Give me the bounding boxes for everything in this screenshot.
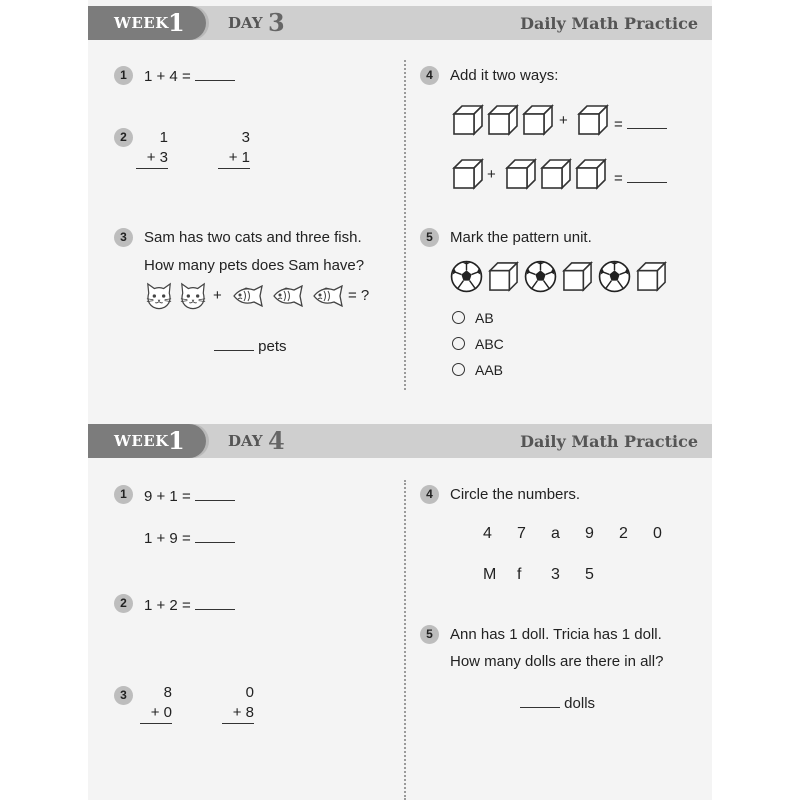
equals-sign: = <box>614 170 623 187</box>
equation: 9 + 1 = <box>144 488 191 505</box>
soccer-ball-icon <box>450 260 483 293</box>
symbol[interactable]: 4 <box>483 525 492 542</box>
week-label: WEEK <box>114 14 169 32</box>
vertical-addition <box>140 683 172 724</box>
vertical-addition <box>218 128 250 169</box>
equation-row-2 <box>614 168 667 187</box>
column-divider <box>404 60 406 390</box>
fish-icon <box>310 285 344 307</box>
day-label: DAY <box>228 432 263 450</box>
addend-top: 1 <box>159 129 168 146</box>
answer-unit: pets <box>258 338 287 355</box>
option-label: ABC <box>475 336 504 352</box>
symbol[interactable]: a <box>551 525 560 542</box>
symbol[interactable]: 9 <box>585 525 594 542</box>
radio-circle[interactable] <box>452 311 465 324</box>
question-1-line-2 <box>144 528 235 547</box>
fish-icon <box>230 285 264 307</box>
question-number: 2 <box>114 128 133 147</box>
symbol[interactable]: 5 <box>585 566 594 583</box>
header-title: Daily Math Practice <box>520 432 698 451</box>
symbol[interactable]: 7 <box>517 525 526 542</box>
question-number: 1 <box>114 66 133 85</box>
cube-icon <box>636 261 667 292</box>
addend-bottom: + 8 <box>222 703 254 724</box>
week-number: 1 <box>168 426 185 455</box>
plus-sign: + <box>213 287 222 304</box>
week-tab <box>88 6 206 40</box>
symbol[interactable]: 3 <box>551 566 560 583</box>
question-3-line-1: Sam has two cats and three fish. <box>144 229 362 246</box>
soccer-ball-icon <box>524 260 557 293</box>
answer-blank[interactable] <box>627 114 667 129</box>
equation: 1 + 2 = <box>144 597 191 614</box>
cube-icon <box>505 158 537 190</box>
answer-blank[interactable] <box>195 528 235 543</box>
radio-circle[interactable] <box>452 363 465 376</box>
equation-row-1 <box>614 114 667 133</box>
soccer-ball-icon <box>598 260 631 293</box>
question-number: 4 <box>420 66 439 85</box>
addend-top: 8 <box>163 684 172 701</box>
question-3-line-2: How many pets does Sam have? <box>144 257 365 274</box>
vertical-addition <box>222 683 254 724</box>
vertical-addition <box>136 128 168 169</box>
cube-icon <box>577 104 609 136</box>
cube-icon <box>452 158 484 190</box>
option-radio[interactable] <box>452 336 504 352</box>
question-4-prompt: Circle the numbers. <box>450 486 581 503</box>
fish-icon <box>270 285 304 307</box>
symbol-row-1 <box>483 525 687 543</box>
week-label: WEEK <box>114 432 169 450</box>
question-5-prompt: Mark the pattern unit. <box>450 229 592 246</box>
symbol[interactable]: 2 <box>619 525 628 542</box>
question-1 <box>144 66 235 85</box>
answer-unit: dolls <box>564 695 596 712</box>
question-number: 5 <box>420 228 439 247</box>
question-1-line-1 <box>144 486 235 505</box>
question-number: 1 <box>114 485 133 504</box>
question-5-line-2: How many dolls are there in all? <box>450 653 664 670</box>
day-label: DAY <box>228 14 263 32</box>
cube-icon <box>522 104 554 136</box>
option-label: AB <box>475 310 494 326</box>
addend-bottom: + 3 <box>136 148 168 169</box>
answer-blank[interactable] <box>214 336 254 351</box>
symbol-row-2 <box>483 566 619 584</box>
addend-top: 0 <box>245 684 254 701</box>
question-number: 4 <box>420 485 439 504</box>
day4-header <box>88 424 712 458</box>
equation: 1 + 9 = <box>144 530 191 547</box>
equals-sign: = <box>614 116 623 133</box>
cube-icon <box>487 104 519 136</box>
column-divider <box>404 480 406 800</box>
answer-blank[interactable] <box>627 168 667 183</box>
addend-bottom: + 0 <box>140 703 172 724</box>
cube-icon <box>488 261 519 292</box>
question-number: 2 <box>114 594 133 613</box>
option-label: AAB <box>475 362 504 378</box>
week-number: 1 <box>168 8 185 37</box>
header-title: Daily Math Practice <box>520 14 698 33</box>
equals-question: = ? <box>348 287 370 304</box>
cube-icon <box>452 104 484 136</box>
option-radio[interactable] <box>452 310 494 326</box>
option-radio[interactable] <box>452 362 503 378</box>
question-5-answer <box>520 693 595 712</box>
cube-icon <box>562 261 593 292</box>
symbol[interactable]: f <box>517 566 522 583</box>
day-number: 3 <box>268 8 285 37</box>
question-5-line-1: Ann has 1 doll. Tricia has 1 doll. <box>450 626 662 643</box>
question-number: 5 <box>420 625 439 644</box>
question-3-answer <box>214 336 287 355</box>
addend-top: 3 <box>241 129 250 146</box>
question-4-prompt: Add it two ways: <box>450 67 559 84</box>
question-2 <box>144 595 235 614</box>
equation: 1 + 4 = <box>144 68 191 85</box>
symbol[interactable]: M <box>483 566 497 583</box>
day-number: 4 <box>268 426 285 455</box>
cat-icon <box>178 282 208 310</box>
answer-blank[interactable] <box>195 595 235 610</box>
answer-blank[interactable] <box>195 486 235 501</box>
plus-sign: + <box>559 112 568 129</box>
week-tab <box>88 424 206 458</box>
question-number: 3 <box>114 686 133 705</box>
cat-icon <box>144 282 174 310</box>
day3-header <box>88 6 712 40</box>
symbol[interactable]: 0 <box>653 525 662 542</box>
plus-sign: + <box>487 166 496 183</box>
cube-icon <box>575 158 607 190</box>
answer-blank[interactable] <box>195 66 235 81</box>
addend-bottom: + 1 <box>218 148 250 169</box>
question-number: 3 <box>114 228 133 247</box>
answer-blank[interactable] <box>520 693 560 708</box>
radio-circle[interactable] <box>452 337 465 350</box>
cube-icon <box>540 158 572 190</box>
